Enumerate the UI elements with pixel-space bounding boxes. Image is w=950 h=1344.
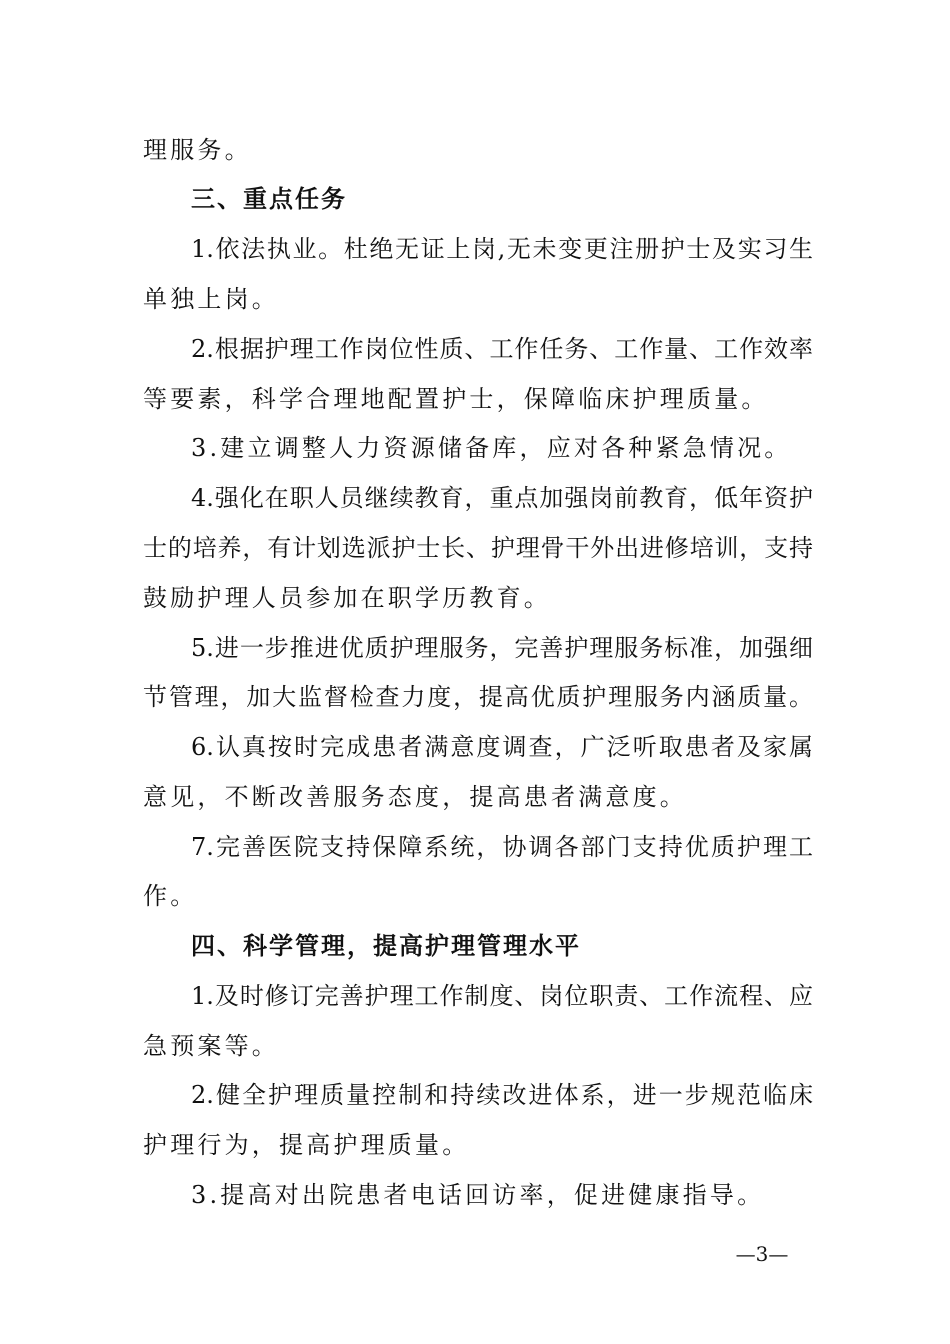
paragraph-line: 4.强化在职人员继续教育，重点加强岗前教育，低年资护 (191, 484, 813, 512)
paragraph-line: 士的培养，有计划选派护士长、护理骨干外出进修培训，支持 (143, 534, 813, 562)
paragraph-line: 6.认真按时完成患者满意度调查，广泛听取患者及家属 (191, 733, 813, 761)
paragraph-line: 急预案等。 (143, 1032, 279, 1060)
paragraph-line: 2.健全护理质量控制和持续改进体系，进一步规范临床 (191, 1081, 813, 1109)
paragraph-line: 护理行为，提高护理质量。 (143, 1131, 470, 1159)
section-heading: 四、科学管理，提高护理管理水平 (191, 932, 581, 960)
section-heading: 三、重点任务 (191, 185, 347, 213)
paragraph-line: 作。 (143, 882, 198, 910)
paragraph-line: 3.提高对出院患者电话回访率，促进健康指导。 (191, 1181, 765, 1209)
paragraph-line: 等要素，科学合理地配置护士，保障临床护理质量。 (143, 385, 769, 413)
paragraph-line: 1.及时修订完善护理工作制度、岗位职责、工作流程、应 (191, 982, 813, 1010)
paragraph-line: 5.进一步推进优质护理服务，完善护理服务标准，加强细 (191, 634, 813, 662)
paragraph-line: 7.完善医院支持保障系统，协调各部门支持优质护理工 (191, 833, 813, 861)
paragraph-line: 理服务。 (143, 136, 252, 164)
paragraph-line: 节管理，加大监督检查力度，提高优质护理服务内涵质量。 (143, 683, 813, 711)
paragraph-line: 1.依法执业。杜绝无证上岗,无未变更注册护士及实习生 (191, 235, 813, 263)
paragraph-line: 3.建立调整人力资源储备库，应对各种紧急情况。 (191, 434, 792, 462)
paragraph-line: 鼓励护理人员参加在职学历教育。 (143, 584, 551, 612)
paragraph-line: 单独上岗。 (143, 285, 279, 313)
paragraph-line: 2.根据护理工作岗位性质、工作任务、工作量、工作效率 (191, 335, 813, 363)
paragraph-line: 意见，不断改善服务态度，提高患者满意度。 (143, 783, 687, 811)
page-number: —3— (735, 1242, 789, 1266)
